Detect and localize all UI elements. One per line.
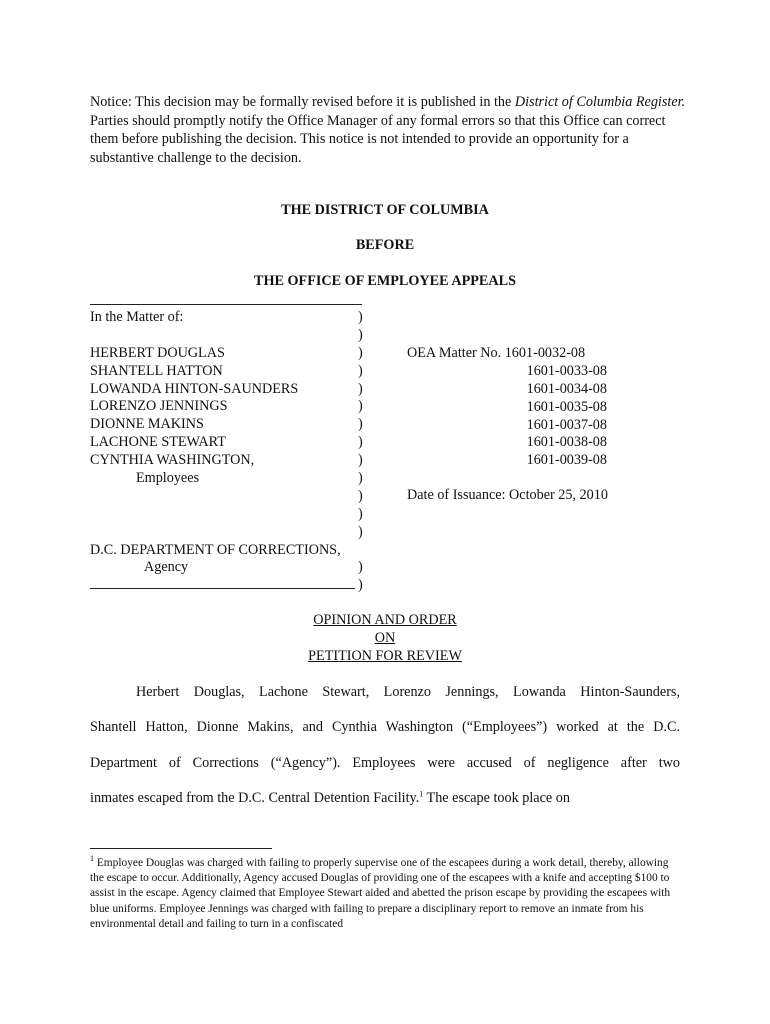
employee-name: LACHONE STEWART bbox=[90, 434, 226, 451]
opinion-title: OPINION AND ORDER bbox=[313, 612, 457, 628]
paren: ) bbox=[358, 398, 363, 415]
oea-matter-numbers bbox=[407, 345, 607, 470]
employee-name: DIONNE MAKINS bbox=[90, 416, 204, 433]
paren: ) bbox=[358, 470, 363, 487]
caption-parties bbox=[90, 309, 370, 577]
employee-name: SHANTELL HATTON bbox=[90, 362, 223, 379]
caption-bottom-rule bbox=[90, 588, 355, 589]
heading-district: THE DISTRICT OF COLUMBIA bbox=[281, 202, 489, 218]
paren: ) bbox=[358, 559, 363, 576]
paren: ) bbox=[358, 344, 363, 361]
paren: ) bbox=[358, 577, 363, 594]
date-of-issuance: Date of Issuance: October 25, 2010 bbox=[407, 487, 608, 503]
footnote bbox=[90, 856, 680, 932]
oea-matter-number: 1601-0037-08 bbox=[526, 416, 607, 433]
heading-office: THE OFFICE OF EMPLOYEE APPEALS bbox=[254, 273, 516, 289]
body-text: inmates escaped from the D.C. Central Detention Facility. bbox=[90, 790, 420, 806]
employee-name: CYNTHIA WASHINGTON, bbox=[90, 452, 255, 469]
agency-name: D.C. DEPARTMENT OF CORRECTIONS, bbox=[90, 541, 341, 558]
body-text: The escape took place on bbox=[423, 790, 570, 806]
notice-paragraph bbox=[90, 93, 686, 168]
oea-matter-number: 1601-0038-08 bbox=[526, 434, 607, 451]
employee-name: LORENZO JENNINGS bbox=[90, 398, 228, 415]
opinion-title-on: ON bbox=[374, 630, 396, 646]
body-line: Shantell Hatton, Dionne Makins, and Cynthia Washington (“Employees”) worked at the D.C. bbox=[90, 719, 680, 735]
paren: ) bbox=[358, 434, 363, 451]
caption-parentheses bbox=[358, 309, 370, 595]
employee-name: LOWANDA HINTON-SAUNDERS bbox=[90, 380, 299, 397]
footnote-number: 1 bbox=[90, 854, 94, 864]
body-line-last bbox=[90, 790, 680, 807]
body-line: Department of Corrections (“Agency”). Employees were accused of negligence after two bbox=[90, 755, 680, 771]
employees-label: Employees bbox=[136, 470, 200, 487]
oea-matter-number: 1601-0033-08 bbox=[526, 362, 607, 379]
oea-matter-number: 1601-0039-08 bbox=[526, 452, 607, 469]
employee-name: HERBERT DOUGLAS bbox=[90, 344, 225, 361]
body-line: Herbert Douglas, Lachone Stewart, Lorenzo Jennings, Lowanda Hinton-Saunders, bbox=[136, 684, 680, 700]
oea-matter-number: 1601-0034-08 bbox=[526, 380, 607, 397]
paren: ) bbox=[358, 487, 363, 504]
notice-text-2: Parties should promptly notify the Office Manager of any formal errors so that this Office can correct them before publishing the decision. This notice is not intended to provide an opportunity for a substantive challenge to the decision. bbox=[90, 112, 666, 167]
opinion-title-petition: PETITION FOR REVIEW bbox=[308, 648, 462, 664]
paren: ) bbox=[358, 505, 363, 522]
paren: ) bbox=[358, 416, 363, 433]
paren: ) bbox=[358, 362, 363, 379]
footnote-text: Employee Douglas was charged with failing to properly supervise one of the escapees during a work detail, thereby, allowing the escape to occur. Additionally, Agency accused Douglas of providing one of the escapees with a knife and accepting $100 to assist in the escape. Agency claimed that Employee Stewart aided and abetted the prison escape by providing the escapees with blue uniforms. Employee Jennings was charged with failing to prepare a disciplinary report to remove an inmate from his environmental detail and failing to turn in a confiscated bbox=[90, 857, 671, 930]
paren: ) bbox=[358, 523, 363, 540]
oea-matter-number: 1601-0035-08 bbox=[526, 398, 607, 415]
paren: ) bbox=[358, 326, 363, 343]
paren: ) bbox=[358, 309, 363, 325]
heading-before: BEFORE bbox=[355, 237, 415, 253]
notice-text-1: Notice: This decision may be formally revised before it is published in the bbox=[90, 94, 515, 110]
caption-top-rule bbox=[90, 304, 362, 305]
paren: ) bbox=[358, 380, 363, 397]
register-name: District of Columbia Register. bbox=[514, 94, 686, 110]
in-matter-of: In the Matter of: bbox=[90, 309, 184, 325]
footnote-ref: 1 bbox=[419, 789, 424, 799]
oea-matter-first: OEA Matter No. 1601-0032-08 bbox=[407, 345, 586, 361]
agency-label: Agency bbox=[144, 559, 189, 576]
footnote-rule bbox=[90, 848, 272, 849]
paren: ) bbox=[358, 452, 363, 469]
